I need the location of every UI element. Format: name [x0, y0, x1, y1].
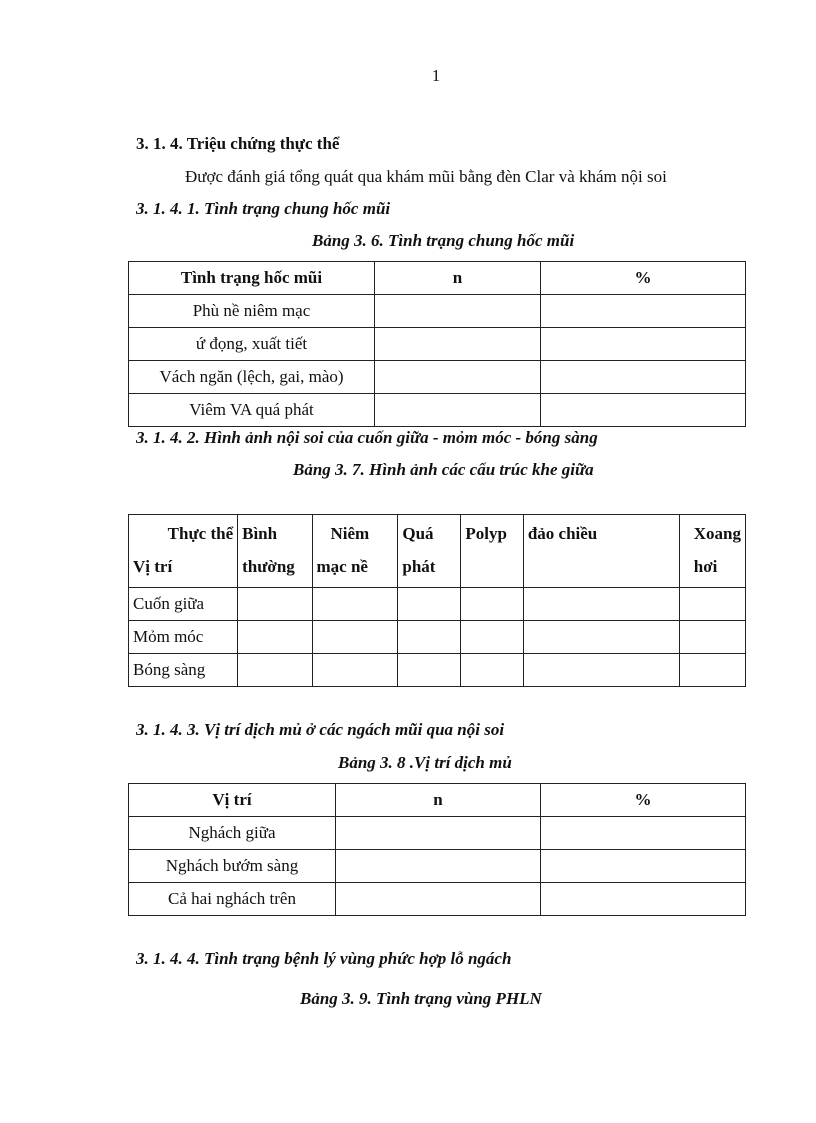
table-cell: [461, 654, 523, 687]
table-cell: [312, 588, 398, 621]
table-cell: [398, 621, 461, 654]
table-header-row: [129, 262, 746, 295]
column-header-line: phát: [402, 557, 436, 576]
column-header: [398, 515, 461, 588]
table-cell: [375, 295, 541, 328]
column-header-line: Bình: [242, 524, 278, 543]
table-cell: [541, 850, 746, 883]
table-row: [129, 654, 746, 687]
table-cell: [375, 361, 541, 394]
column-header: [461, 515, 523, 588]
table-cell: [238, 654, 312, 687]
table-cell: [336, 817, 541, 850]
column-header-line: Quá: [402, 524, 434, 543]
section-heading-3-1-4-3: 3. 1. 4. 3. Vị trí dịch mủ ở các ngách mũi qua nội soi: [136, 720, 505, 739]
table-cell: [312, 654, 398, 687]
column-header: [238, 515, 312, 588]
table-cell: [679, 621, 745, 654]
table-3-7: [128, 514, 746, 687]
table-cell: [312, 621, 398, 654]
table-3-6-caption: Bảng 3. 6. Tình trạng chung hốc mũi: [312, 231, 575, 250]
table-cell: [541, 883, 746, 916]
column-header: %: [541, 262, 746, 295]
row-label: Bóng sàng: [129, 654, 238, 687]
column-header-line: Polyp: [465, 524, 507, 543]
row-label: Nghách giữa: [129, 817, 336, 850]
section-heading-3-1-4-1: 3. 1. 4. 1. Tình trạng chung hốc mũi: [136, 199, 391, 218]
table-cell: [461, 621, 523, 654]
row-label: Mỏm móc: [129, 621, 238, 654]
row-label: Phù nề niêm mạc: [129, 295, 375, 328]
section-heading-3-1-4-4: 3. 1. 4. 4. Tình trạng bệnh lý vùng phức hợp lỗ ngách: [136, 949, 512, 968]
column-header-line: Niêm: [330, 524, 370, 543]
table-cell: [238, 588, 312, 621]
corner-header-top: Thực thể: [167, 524, 234, 543]
column-header: [312, 515, 398, 588]
row-label: Cả hai nghách trên: [129, 883, 336, 916]
row-label: Vách ngăn (lệch, gai, mào): [129, 361, 375, 394]
column-header: Tình trạng hốc mũi: [129, 262, 375, 295]
table-cell: [541, 328, 746, 361]
column-header: n: [375, 262, 541, 295]
column-header-line: thường: [242, 557, 295, 576]
column-header: Vị trí: [129, 784, 336, 817]
table-row: [129, 394, 746, 427]
table-row: [129, 295, 746, 328]
corner-header: [129, 515, 238, 588]
section-heading-3-1-4: 3. 1. 4. Triệu chứng thực thể: [136, 134, 340, 153]
table-cell: [398, 588, 461, 621]
table-cell: [541, 817, 746, 850]
table-row: [129, 328, 746, 361]
column-header-line: mạc nề: [316, 557, 368, 576]
table-row: [129, 621, 746, 654]
corner-header-bottom: Vị trí: [133, 557, 173, 576]
column-header: %: [541, 784, 746, 817]
table-row: [129, 588, 746, 621]
table-cell: [336, 883, 541, 916]
table-row: [129, 817, 746, 850]
section-heading-3-1-4-2: 3. 1. 4. 2. Hình ảnh nội soi của cuốn giữa - mỏm móc - bóng sàng: [136, 428, 598, 447]
row-label: ứ đọng, xuất tiết: [129, 328, 375, 361]
table-cell: [541, 361, 746, 394]
table-cell: [541, 295, 746, 328]
table-cell: [461, 588, 523, 621]
table-3-8: [128, 783, 746, 916]
page-number: 1: [431, 66, 441, 85]
table-row: [129, 361, 746, 394]
table-header-row: [129, 515, 746, 588]
table-cell: [679, 654, 745, 687]
table-cell: [375, 394, 541, 427]
table-3-8-caption: Bảng 3. 8 .Vị trí dịch mủ: [338, 753, 512, 772]
column-header: [679, 515, 745, 588]
table-cell: [523, 588, 679, 621]
column-header-line: Xoang hơi: [693, 524, 741, 576]
intro-paragraph: Được đánh giá tổng quát qua khám mũi bằng đèn Clar và khám nội soi: [185, 167, 667, 186]
table-cell: [336, 850, 541, 883]
table-3-7-caption: Bảng 3. 7. Hình ảnh các cấu trúc khe giữa: [293, 460, 594, 479]
table-cell: [523, 621, 679, 654]
table-cell: [523, 654, 679, 687]
row-label: Nghách bướm sàng: [129, 850, 336, 883]
table-3-6: [128, 261, 746, 427]
table-cell: [238, 621, 312, 654]
table-cell: [541, 394, 746, 427]
table-header-row: [129, 784, 746, 817]
table-row: [129, 850, 746, 883]
column-header: [523, 515, 679, 588]
row-label: Cuốn giữa: [129, 588, 238, 621]
table-3-9-caption: Bảng 3. 9. Tình trạng vùng PHLN: [300, 989, 542, 1008]
table-cell: [679, 588, 745, 621]
column-header-line: đảo chiều: [527, 524, 598, 543]
row-label: Viêm VA quá phát: [129, 394, 375, 427]
table-cell: [398, 654, 461, 687]
column-header: n: [336, 784, 541, 817]
table-cell: [375, 328, 541, 361]
table-row: [129, 883, 746, 916]
